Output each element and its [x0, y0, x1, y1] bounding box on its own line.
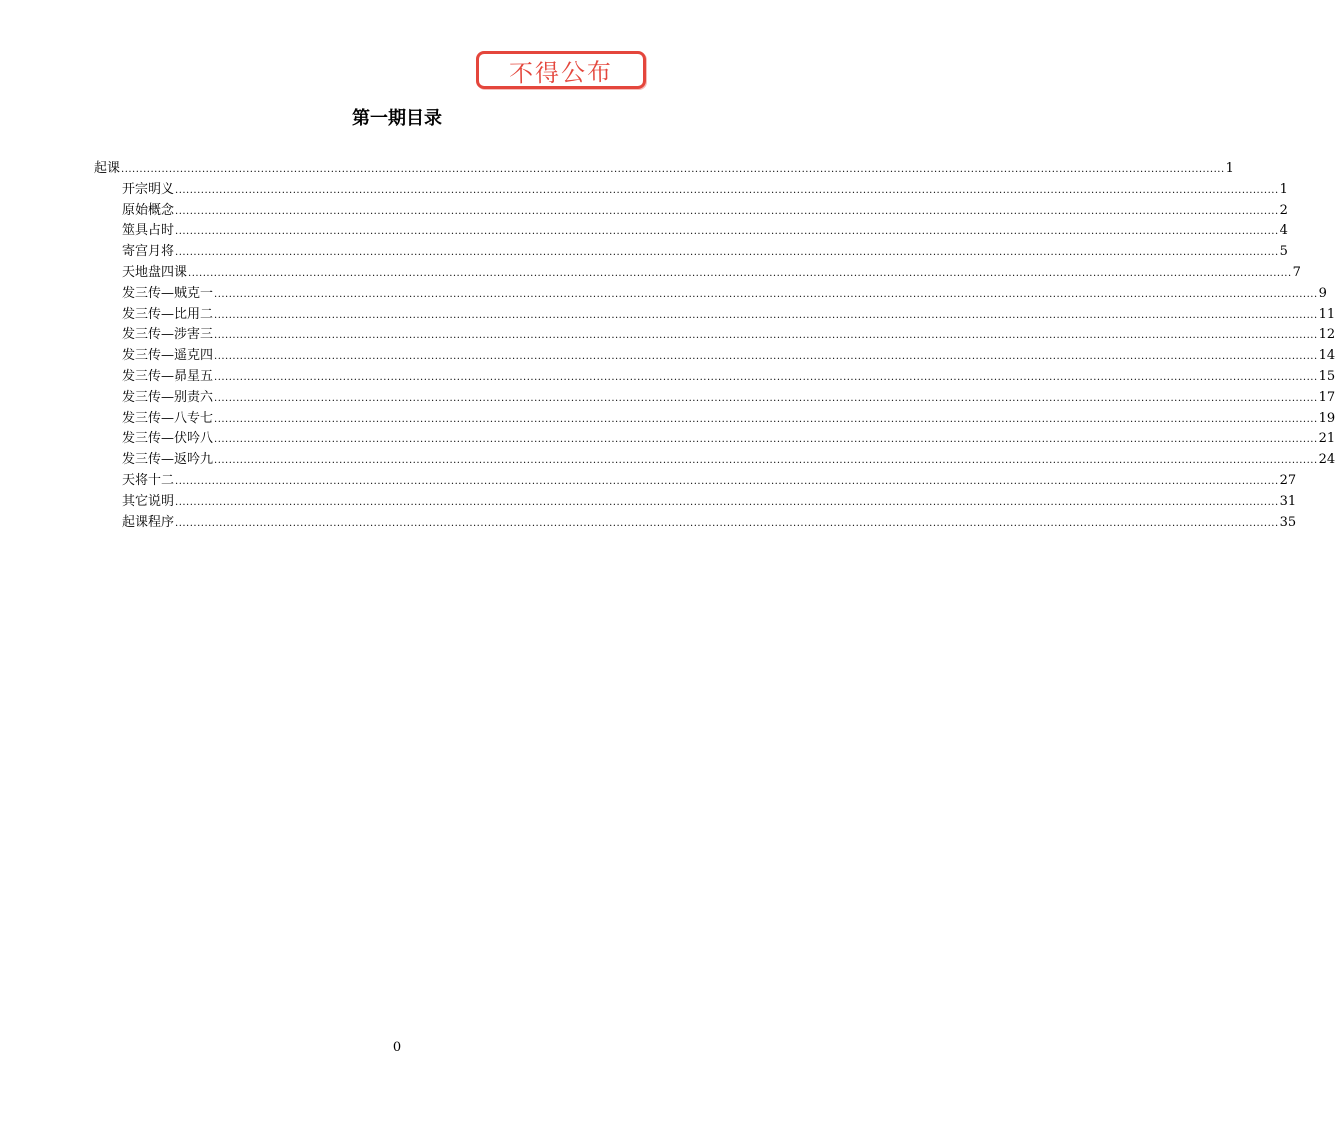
toc-entry-page: 1: [1225, 161, 1234, 176]
toc-entry-label: 发三传—八专七: [122, 410, 214, 426]
stamp-text: 不得公布: [508, 57, 614, 88]
toc-entry-label: 其它说明: [122, 493, 175, 509]
toc-entry-page: 9: [1318, 285, 1327, 301]
toc-entry[interactable]: [94, 429, 1335, 450]
toc-dot-leader: ............................................................................................................................................................................................................................................................................................................: [214, 330, 1318, 342]
toc-entry[interactable]: [94, 409, 1335, 430]
toc-entry-page: 15: [1318, 368, 1335, 384]
toc-entry[interactable]: [94, 325, 1335, 346]
toc-entry[interactable]: [94, 242, 1288, 263]
toc-entry[interactable]: [94, 305, 1335, 326]
toc-dot-leader: ............................................................................................................................................................................................................................................................................................................: [214, 392, 1318, 404]
toc-entry[interactable]: [94, 450, 1335, 471]
toc-entry-label: 原始概念: [122, 202, 175, 218]
toc-entry-page: 27: [1279, 472, 1297, 488]
toc-entry-label: 发三传—伏吟八: [122, 431, 214, 447]
toc-dot-leader: ............................................................................................................................................................................................................................................................................................................: [188, 267, 1292, 279]
toc-entry-page: 7: [1292, 264, 1301, 280]
toc-dot-leader: ............................................................................................................................................................................................................................................................................................................: [175, 247, 1279, 259]
page-title: 第一期目录: [352, 108, 442, 129]
toc-entry[interactable]: [94, 263, 1301, 284]
toc-entry-page: 11: [1318, 306, 1335, 322]
toc-dot-leader: ............................................................................................................................................................................................................................................................................................................: [175, 475, 1279, 487]
toc-entry-page: 5: [1279, 244, 1288, 260]
toc-dot-leader: ............................................................................................................................................................................................................................................................................................................: [214, 371, 1318, 383]
toc-entry[interactable]: [94, 180, 1288, 201]
toc-entry-page: 2: [1279, 202, 1288, 218]
toc-dot-leader: ............................................................................................................................................................................................................................................................................................................: [214, 455, 1318, 467]
toc-entry-label: 起课程序: [122, 514, 175, 530]
toc-entry[interactable]: [94, 221, 1288, 242]
toc-entry-page: 12: [1318, 327, 1335, 343]
toc-entry-page: 19: [1318, 410, 1335, 426]
toc-dot-leader: ............................................................................................................................................................................................................................................................................................................: [121, 164, 1225, 175]
toc-entry-label: 发三传—比用二: [122, 306, 214, 322]
toc-dot-leader: ............................................................................................................................................................................................................................................................................................................: [175, 184, 1279, 196]
table-of-contents: [94, 159, 1335, 533]
toc-dot-leader: ............................................................................................................................................................................................................................................................................................................: [214, 351, 1318, 363]
toc-entry-label: 发三传—昴星五: [122, 368, 214, 384]
toc-dot-leader: ............................................................................................................................................................................................................................................................................................................: [175, 496, 1279, 508]
toc-entry-page: 21: [1318, 431, 1335, 447]
toc-entry-label: 发三传—涉害三: [122, 327, 214, 343]
toc-dot-leader: ............................................................................................................................................................................................................................................................................................................: [214, 413, 1318, 425]
toc-entry-page: 17: [1318, 389, 1335, 405]
toc-entry[interactable]: [94, 513, 1297, 534]
page-number: 0: [392, 1040, 402, 1055]
toc-entry[interactable]: [94, 471, 1297, 492]
toc-entry[interactable]: [94, 346, 1335, 367]
toc-entry[interactable]: [94, 367, 1335, 388]
toc-entry-label: 起课: [94, 161, 121, 176]
toc-entry-label: 开宗明义: [122, 181, 175, 197]
toc-entry[interactable]: [94, 201, 1288, 222]
toc-entry-label: 筮具占时: [122, 223, 175, 239]
toc-entry[interactable]: [94, 284, 1327, 305]
toc-dot-leader: ............................................................................................................................................................................................................................................................................................................: [214, 309, 1318, 321]
toc-entry-page: 31: [1279, 493, 1297, 509]
toc-entry[interactable]: [94, 492, 1297, 513]
toc-entry-page: 24: [1318, 452, 1335, 468]
toc-entry-label: 寄宫月将: [122, 244, 175, 260]
toc-entry-label: 发三传—遥克四: [122, 348, 214, 364]
toc-entry-label: 发三传—贼克一: [122, 285, 214, 301]
toc-entry[interactable]: [94, 388, 1335, 409]
toc-dot-leader: ............................................................................................................................................................................................................................................................................................................: [175, 205, 1279, 217]
toc-entry-label: 天将十二: [122, 472, 175, 488]
toc-entry-page: 1: [1279, 181, 1288, 197]
toc-entry-label: 天地盘四课: [122, 264, 188, 280]
toc-entry-page: 4: [1279, 223, 1288, 239]
toc-dot-leader: ............................................................................................................................................................................................................................................................................................................: [214, 434, 1318, 446]
toc-entry-label: 发三传—返吟九: [122, 452, 214, 468]
toc-dot-leader: ............................................................................................................................................................................................................................................................................................................: [175, 226, 1279, 238]
toc-entry-page: 35: [1279, 514, 1297, 530]
toc-entry-label: 发三传—别责六: [122, 389, 214, 405]
toc-entry[interactable]: [94, 159, 1234, 180]
toc-dot-leader: ............................................................................................................................................................................................................................................................................................................: [175, 517, 1279, 529]
toc-dot-leader: ............................................................................................................................................................................................................................................................................................................: [214, 288, 1318, 300]
toc-entry-page: 14: [1318, 348, 1335, 364]
confidential-stamp: [476, 51, 646, 89]
